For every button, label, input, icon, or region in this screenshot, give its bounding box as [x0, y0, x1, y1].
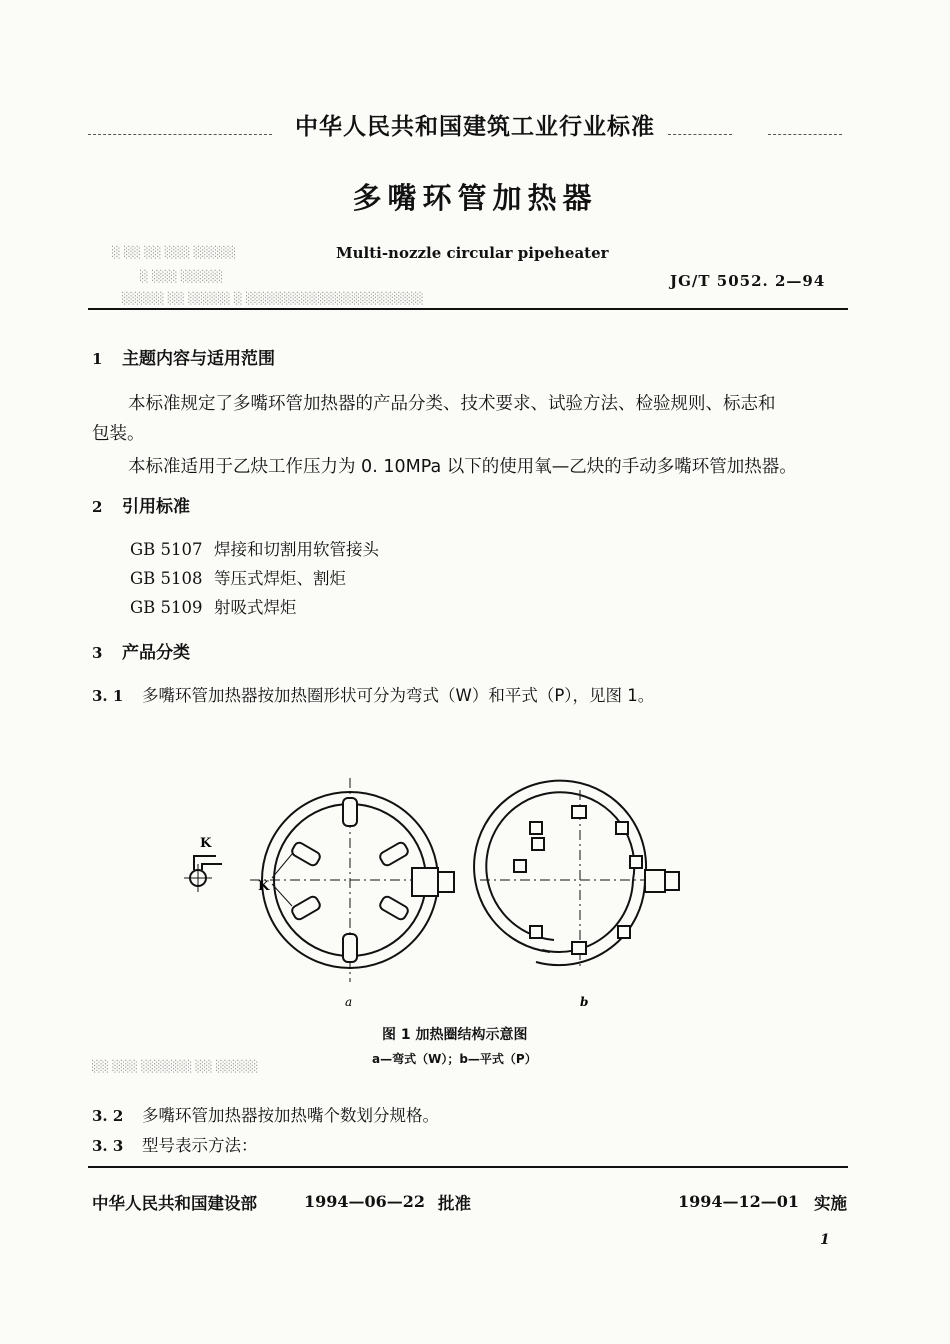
clause-3-1 — [92, 682, 654, 706]
clause-text: 型号表示方法： — [142, 1136, 258, 1155]
bleed-through-noise: ░░ ░░░ ░░░░░░ ░░ ░░░░░ — [92, 1060, 259, 1073]
reference-row — [130, 565, 346, 589]
reference-code: GB 5107 — [130, 540, 203, 559]
section-1-heading — [92, 344, 275, 369]
section-1-para-2: 本标准适用于乙炔工作压力为 0. 10MPa 以下的使用氧—乙炔的手动多嘴环管加热器。 — [128, 457, 797, 477]
k-view-detail — [184, 856, 222, 892]
implementation-date: 1994—12—01 — [678, 1192, 800, 1211]
figure-subcaption: a—弯式（W）；b—平式（P） — [372, 1052, 537, 1066]
footer-rule — [88, 1166, 848, 1168]
document-title: 多嘴环管加热器 — [352, 181, 598, 215]
section-title: 引用标准 — [122, 497, 190, 517]
section-2-heading — [92, 492, 190, 517]
header-dash-far-right — [768, 134, 842, 135]
approval-date: 1994—06—22 — [304, 1192, 426, 1211]
figure-heating-ring-diagram — [140, 720, 740, 1020]
clause-text: 多嘴环管加热器按加热圈形状可分为弯式（W）和平式（P），见图 1。 — [142, 686, 655, 705]
bleed-through-noise: ░ ░░ ░░ ░░░ ░░░░░ — [112, 246, 236, 259]
figure-caption: 图 1 加热圈结构示意图 — [382, 1027, 528, 1043]
section-1-para-1-line-2: 包装。 — [92, 424, 145, 444]
reference-name: 射吸式焊炬 — [214, 598, 297, 617]
standard-category: 中华人民共和国建筑工业行业标准 — [295, 114, 655, 140]
section-number: 2 — [92, 498, 103, 516]
clause-3-2 — [92, 1102, 439, 1126]
reference-code: GB 5109 — [130, 598, 203, 617]
english-title: Multi-nozzle circular pipeheater — [336, 244, 609, 262]
section-number: 3 — [92, 644, 103, 662]
approval-label: 批准 — [438, 1194, 471, 1213]
clause-number: 3. 1 — [92, 687, 124, 705]
issuing-authority: 中华人民共和国建设部 — [92, 1194, 257, 1213]
label-a: a — [345, 995, 353, 1009]
clause-number: 3. 2 — [92, 1107, 124, 1125]
section-3-heading — [92, 638, 190, 663]
page-number: 1 — [820, 1232, 830, 1248]
header-dash-right — [668, 134, 732, 135]
bleed-through-noise: ░░░░░ ░░ ░░░░░ ░ ░░░░░░░░░░░░░░░░░░░░░ — [122, 292, 424, 305]
clause-3-3 — [92, 1132, 258, 1156]
clause-text: 多嘴环管加热器按加热嘴个数划分规格。 — [142, 1106, 439, 1125]
ring-a-bent-type — [250, 778, 454, 982]
section-1-para-1-line-1: 本标准规定了多嘴环管加热器的产品分类、技术要求、试验方法、检验规则、标志和 — [128, 394, 776, 414]
label-b: b — [580, 995, 589, 1009]
section-number: 1 — [92, 350, 103, 368]
reference-row — [130, 536, 379, 560]
label-k-side: K — [258, 879, 270, 894]
reference-row — [130, 594, 297, 618]
section-title: 产品分类 — [122, 643, 190, 663]
label-k-top: K — [200, 836, 212, 851]
bleed-through-noise: ░ ░░░ ░░░░░ — [140, 270, 224, 283]
header-rule — [88, 308, 848, 310]
reference-code: GB 5108 — [130, 569, 203, 588]
clause-number: 3. 3 — [92, 1137, 124, 1155]
implementation-label: 实施 — [814, 1194, 847, 1213]
section-title: 主题内容与适用范围 — [122, 349, 275, 369]
ring-b-flat-type — [474, 781, 680, 970]
reference-name: 等压式焊炬、割炬 — [214, 569, 346, 588]
reference-name: 焊接和切割用软管接头 — [214, 540, 379, 559]
standard-number: JG/T 5052. 2—94 — [670, 272, 826, 290]
